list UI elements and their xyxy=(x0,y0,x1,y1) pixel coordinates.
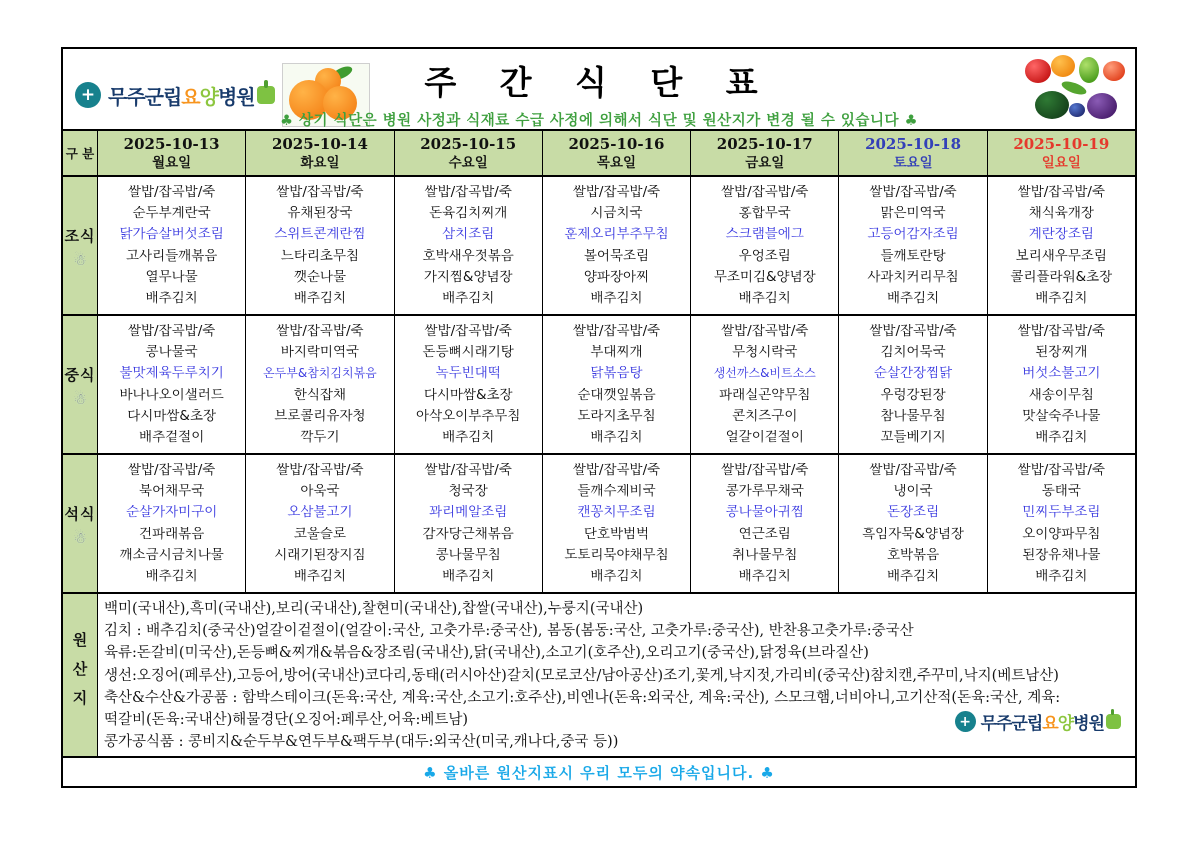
menu-item: 호박볶음 xyxy=(886,547,940,563)
menu-item: 배추김치 xyxy=(1035,429,1088,445)
menu-item: 오삼불고기 xyxy=(287,505,353,521)
menu-item: 쌀밥/잡곡밥/죽 xyxy=(127,185,216,201)
lunch-label: 중식 xyxy=(64,365,96,384)
hospital-name-part: 요 xyxy=(181,84,200,109)
menu-item: 배추김치 xyxy=(442,568,495,584)
menu-cell-breakfast-day1 xyxy=(97,177,245,314)
menu-item: 북어채무국 xyxy=(139,484,205,500)
menu-item: 콘치즈구이 xyxy=(732,408,798,424)
menu-item: 콩나물아귀찜 xyxy=(725,505,804,521)
header-weekday: 목요일 xyxy=(596,154,637,171)
menu-item: 쌀밥/잡곡밥/죽 xyxy=(1017,185,1105,201)
menu-item: 맑은미역국 xyxy=(880,206,946,222)
menu-item: 코울슬로 xyxy=(293,526,346,542)
menu-cell-lunch-day6 xyxy=(838,316,986,453)
header-date: 2025-10-17 xyxy=(716,134,813,153)
menu-item: 오이양파무침 xyxy=(1022,526,1101,542)
origin-line: 김치 : 배추김치(중국산)얼갈이겉절이(얼갈이:국산, 고춧가루:중국산), 봄동(봄동:국산, 고춧가루:중국산), 반찬용고춧가루:중국산 xyxy=(104,623,914,640)
logo-tree-icon xyxy=(1106,714,1121,729)
menu-item: 온두부&참치김치볶음 xyxy=(263,366,377,381)
menu-item: 쌀밥/잡곡밥/죽 xyxy=(1017,324,1105,340)
menu-item: 느타리초무침 xyxy=(280,248,360,264)
day-header-2 xyxy=(245,131,393,175)
menu-item: 돈육김치찌개 xyxy=(429,206,508,222)
menu-item: 채식육개장 xyxy=(1028,206,1094,222)
menu-item: 아삭오이부추무침 xyxy=(416,408,521,424)
menu-item: 양파장아찌 xyxy=(583,269,650,285)
origin-label-cell xyxy=(63,594,97,756)
menu-item: 연근조림 xyxy=(738,526,791,542)
menu-cell-lunch-day1 xyxy=(97,316,245,453)
menu-item: 쌀밥/잡곡밥/죽 xyxy=(869,324,957,340)
menu-item: 꼬들베기지 xyxy=(880,429,946,445)
menu-item: 단호박범벅 xyxy=(583,526,650,542)
menu-cell-dinner-day6 xyxy=(838,455,986,592)
menu-item: 생선까스&비트소스 xyxy=(713,366,816,381)
menu-item: 버섯소불고기 xyxy=(1022,366,1101,382)
menu-item: 쌀밥/잡곡밥/죽 xyxy=(721,463,809,479)
menu-item: 열무나물 xyxy=(145,269,198,285)
header-weekday: 일요일 xyxy=(1041,154,1081,171)
menu-item: 고사리들깨볶음 xyxy=(125,248,218,264)
menu-item: 보리새우무조림 xyxy=(1015,248,1107,264)
menu-item: 콜리플라워&초장 xyxy=(1010,269,1113,285)
menu-cell-dinner-day1 xyxy=(97,455,245,592)
origin-line: 축산&수산&가공품 : 함박스테이크(돈육:국산, 계육:국산,소고기:호주산),비엔나(돈육:외국산, 계육:국산), 스모크햄,너비아니,고기산적(돈육:국산, 계육: xyxy=(104,689,1061,706)
menu-item: 청국장 xyxy=(448,484,488,500)
day-header-5 xyxy=(690,131,838,175)
menu-item: 배추김치 xyxy=(442,290,495,306)
menu-item: 배추겉절이 xyxy=(139,429,205,445)
page-title: 주 간 식 단 표 xyxy=(424,63,774,102)
header-date: 2025-10-19 xyxy=(1013,134,1110,153)
origin-line: 육류:돈갈비(미국산),돈등뼈&찌개&볶음&장조림(국내산),닭(국내산),소고기(호주산),오리고기(중국산),닭정육(브라질산) xyxy=(104,645,869,662)
menu-item: 삼치조림 xyxy=(442,227,495,243)
menu-item: 가지찜&양념장 xyxy=(423,269,513,285)
menu-item: 된장유채나물 xyxy=(1022,547,1101,563)
menu-item: 콩나물무침 xyxy=(435,547,501,563)
menu-item: 무청시락국 xyxy=(732,345,798,361)
menu-item: 순살가자미구이 xyxy=(125,505,218,521)
hospital-name-part: 양 xyxy=(199,84,218,109)
menu-item: 동태국 xyxy=(1041,484,1081,500)
header-weekday: 금요일 xyxy=(745,154,785,171)
menu-item: 콩가루무채국 xyxy=(725,484,804,500)
menu-item: 캔꽁치무조림 xyxy=(577,505,656,521)
menu-item: 배추김치 xyxy=(293,290,346,306)
menu-item: 배추김치 xyxy=(293,568,346,584)
menu-item: 깍두기 xyxy=(300,429,340,445)
footer-row xyxy=(63,756,1135,786)
menu-item: 쌀밥/잡곡밥/죽 xyxy=(1017,463,1105,479)
menu-cell-breakfast-day4 xyxy=(542,177,690,314)
header-date: 2025-10-16 xyxy=(568,134,665,153)
menu-cell-dinner-day7 xyxy=(987,455,1135,592)
menu-item: 쌀밥/잡곡밥/죽 xyxy=(424,185,512,201)
menu-item: 순두부계란국 xyxy=(132,206,211,222)
menu-item: 새송이무침 xyxy=(1028,387,1094,403)
menu-item: 홍합무국 xyxy=(738,206,791,222)
menu-item: 쌀밥/잡곡밥/죽 xyxy=(424,324,512,340)
menu-item: 스위트콘계란찜 xyxy=(274,227,366,243)
menu-item: 깻순나물 xyxy=(293,269,346,285)
snowman-icon: ☃ xyxy=(73,389,87,408)
menu-item: 호박새우젓볶음 xyxy=(422,248,514,264)
footer-slogan: ♣ 올바른 원산지표시 우리 모두의 약속입니다. ♣ xyxy=(423,763,775,782)
corner-cell: 구 분 xyxy=(63,131,97,175)
menu-item: 배추김치 xyxy=(738,568,791,584)
menu-item: 사과치커리무침 xyxy=(867,269,959,285)
menu-item: 김치어묵국 xyxy=(880,345,946,361)
menu-item: 순대깻잎볶음 xyxy=(577,387,656,403)
menu-item: 참나물무침 xyxy=(880,408,946,424)
menu-item: 배추김치 xyxy=(442,429,495,445)
origin-row xyxy=(63,592,1135,756)
hospital-logo-mark-icon: + xyxy=(75,82,101,108)
origin-line: 백미(국내산),흑미(국내산),보리(국내산),찰현미(국내산),찹쌀(국내산),누룽지(국내산) xyxy=(104,601,644,618)
snowman-icon: ☃ xyxy=(73,528,87,547)
menu-change-notice: ♣ 상기 식단은 병원 사정과 식재료 수급 사정에 의해서 식단 및 원산지가 변경 될 수 있습니다 ♣ xyxy=(279,113,919,129)
menu-cell-breakfast-day3 xyxy=(394,177,542,314)
dinner-label: 석식 xyxy=(64,504,96,523)
menu-cell-dinner-day5 xyxy=(690,455,838,592)
menu-item: 들깨수제비국 xyxy=(577,484,656,500)
menu-item: 배추김치 xyxy=(145,290,198,306)
menu-item: 한식잡채 xyxy=(293,387,346,403)
menu-item: 쌀밥/잡곡밥/죽 xyxy=(127,463,216,479)
menu-cell-breakfast-day5 xyxy=(690,177,838,314)
menu-item: 맛살숙주나물 xyxy=(1022,408,1101,424)
menu-item: 쌀밥/잡곡밥/죽 xyxy=(424,463,512,479)
menu-item: 건파래볶음 xyxy=(139,526,205,542)
day-header-4 xyxy=(542,131,690,175)
menu-item: 아욱국 xyxy=(300,484,340,500)
menu-cell-dinner-day3 xyxy=(394,455,542,592)
menu-item: 스크램블에그 xyxy=(725,227,804,243)
menu-item: 얼갈이겉절이 xyxy=(725,429,804,445)
menu-item: 쌀밥/잡곡밥/죽 xyxy=(869,185,957,201)
title-band xyxy=(63,49,1135,129)
date-header-row xyxy=(63,129,1135,175)
menu-item: 돈장조림 xyxy=(886,505,940,521)
menu-cell-lunch-day4 xyxy=(542,316,690,453)
hospital-name-part: 무주군립 xyxy=(980,714,1043,734)
menu-item: 쌀밥/잡곡밥/죽 xyxy=(572,185,661,201)
menu-item: 민찌두부조림 xyxy=(1022,505,1101,521)
menu-item: 시금치국 xyxy=(590,206,643,222)
menu-item: 쌀밥/잡곡밥/죽 xyxy=(127,324,216,340)
origin-line: 떡갈비(돈육:국내산)해물경단(오징어:페루산,어육:베트남) xyxy=(104,711,469,728)
dinner-row xyxy=(63,453,1135,592)
menu-item: 브로콜리유자청 xyxy=(274,408,366,424)
menu-cell-lunch-day3 xyxy=(394,316,542,453)
menu-item: 배추김치 xyxy=(590,429,643,445)
menu-item: 배추김치 xyxy=(886,290,940,306)
menu-item: 바나나오이샐러드 xyxy=(119,387,224,403)
hospital-name-part: 무주군립 xyxy=(108,84,182,109)
menu-cell-breakfast-day7 xyxy=(987,177,1135,314)
menu-item: 무조미김&양념장 xyxy=(713,269,816,285)
menu-item: 꽈리메알조림 xyxy=(429,505,508,521)
menu-cell-lunch-day2 xyxy=(245,316,393,453)
origin-line: 콩가공식품 : 콩비지&순두부&연두부&팩두부(대두:외국산(미국,캐나다,중국 등)) xyxy=(104,733,619,750)
menu-item: 배추김치 xyxy=(590,568,643,584)
menu-item: 우엉조림 xyxy=(738,248,791,264)
menu-item: 냉이국 xyxy=(893,484,933,500)
menu-item: 쌀밥/잡곡밥/죽 xyxy=(276,324,364,340)
menu-item: 녹두빈대떡 xyxy=(435,366,501,382)
menu-item: 배추김치 xyxy=(738,290,791,306)
menu-item: 쌀밥/잡곡밥/죽 xyxy=(721,185,809,201)
menu-item: 된장찌개 xyxy=(1035,345,1088,361)
menu-item: 유채된장국 xyxy=(287,206,353,222)
origin-line: 생선:오징어(페루산),고등어,방어(국내산)코다리,동태(러시아산)갈치(모로코산/남아공산)조기,꽃게,낙지젓,가리비(중국산)참치캔,주꾸미,낙지(베트남산) xyxy=(104,667,1059,684)
lunch-label-cell xyxy=(63,316,97,453)
menu-item: 깨소금시금치나물 xyxy=(119,547,224,563)
day-header-7 xyxy=(987,131,1135,175)
menu-item: 다시마쌈&초장 xyxy=(423,387,513,403)
menu-item: 쌀밥/잡곡밥/죽 xyxy=(869,463,957,479)
hospital-name-part: 병원 xyxy=(217,84,255,109)
hospital-logo-mark-icon: + xyxy=(955,711,976,732)
menu-item: 도토리묵야채무침 xyxy=(564,547,669,563)
origin-label: 원산지 xyxy=(70,631,89,719)
menu-item: 시래기된장지짐 xyxy=(274,547,366,563)
breakfast-label: 조식 xyxy=(64,226,96,245)
hospital-name-part: 병원 xyxy=(1073,714,1104,734)
hospital-name-part: 요 xyxy=(1042,714,1058,734)
menu-cell-breakfast-day2 xyxy=(245,177,393,314)
weekly-menu-sheet xyxy=(61,47,1137,788)
hospital-logo-small xyxy=(949,709,1121,734)
fruits-image xyxy=(1017,53,1127,125)
menu-item: 파래실곤약무침 xyxy=(719,387,811,403)
menu-item: 부대찌개 xyxy=(590,345,643,361)
menu-item: 배추김치 xyxy=(1035,290,1088,306)
menu-item: 다시마쌈&초장 xyxy=(127,408,217,424)
header-weekday: 월요일 xyxy=(152,154,192,171)
menu-item: 계란장조림 xyxy=(1028,227,1094,243)
menu-item: 콩나물국 xyxy=(145,345,198,361)
menu-item: 불맛제육두루치기 xyxy=(119,366,224,382)
menu-item: 바지락미역국 xyxy=(280,345,360,361)
menu-item: 순살간장찜닭 xyxy=(873,366,953,382)
origin-info-cell xyxy=(97,594,1135,756)
menu-item: 도라지초무침 xyxy=(577,408,656,424)
menu-item: 닭가슴살버섯조림 xyxy=(119,227,224,243)
menu-cell-dinner-day4 xyxy=(542,455,690,592)
breakfast-label-cell xyxy=(63,177,97,314)
menu-item: 쌀밥/잡곡밥/죽 xyxy=(572,324,661,340)
menu-item: 쌀밥/잡곡밥/죽 xyxy=(276,185,364,201)
menu-item: 쌀밥/잡곡밥/죽 xyxy=(572,463,661,479)
menu-item: 흑임자묵&양념장 xyxy=(862,526,964,542)
menu-item: 볼어묵조림 xyxy=(583,248,650,264)
day-header-3 xyxy=(394,131,542,175)
menu-item: 돈등뼈시래기탕 xyxy=(422,345,514,361)
header-weekday: 화요일 xyxy=(300,154,340,171)
menu-item: 닭볶음탕 xyxy=(590,366,643,382)
menu-item: 배추김치 xyxy=(590,290,643,306)
menu-cell-lunch-day5 xyxy=(690,316,838,453)
lunch-row xyxy=(63,314,1135,453)
day-header-1 xyxy=(97,131,245,175)
header-date: 2025-10-13 xyxy=(123,134,220,153)
header-weekday: 토요일 xyxy=(893,154,933,171)
menu-item: 쌀밥/잡곡밥/죽 xyxy=(276,463,364,479)
day-header-6 xyxy=(838,131,986,175)
menu-cell-lunch-day7 xyxy=(987,316,1135,453)
snowman-icon: ☃ xyxy=(73,250,87,269)
header-date: 2025-10-18 xyxy=(865,134,962,153)
header-weekday: 수요일 xyxy=(448,154,488,171)
menu-item: 쌀밥/잡곡밥/죽 xyxy=(721,324,809,340)
dinner-label-cell xyxy=(63,455,97,592)
breakfast-row xyxy=(63,175,1135,314)
menu-item: 훈제오리부추무침 xyxy=(564,227,669,243)
menu-item: 배추김치 xyxy=(886,568,940,584)
menu-item: 배추김치 xyxy=(1035,568,1088,584)
hospital-name-part: 양 xyxy=(1057,714,1074,734)
menu-item: 감자당근채볶음 xyxy=(422,526,514,542)
menu-item: 고등어감자조림 xyxy=(867,227,959,243)
menu-item: 취나물무침 xyxy=(732,547,798,563)
menu-item: 들깨토란탕 xyxy=(880,248,946,264)
menu-cell-dinner-day2 xyxy=(245,455,393,592)
header-date: 2025-10-15 xyxy=(420,134,517,153)
menu-item: 배추김치 xyxy=(145,568,198,584)
header-date: 2025-10-14 xyxy=(271,134,368,153)
menu-cell-breakfast-day6 xyxy=(838,177,986,314)
title-block xyxy=(63,57,1135,130)
menu-item: 우렁강된장 xyxy=(880,387,946,403)
